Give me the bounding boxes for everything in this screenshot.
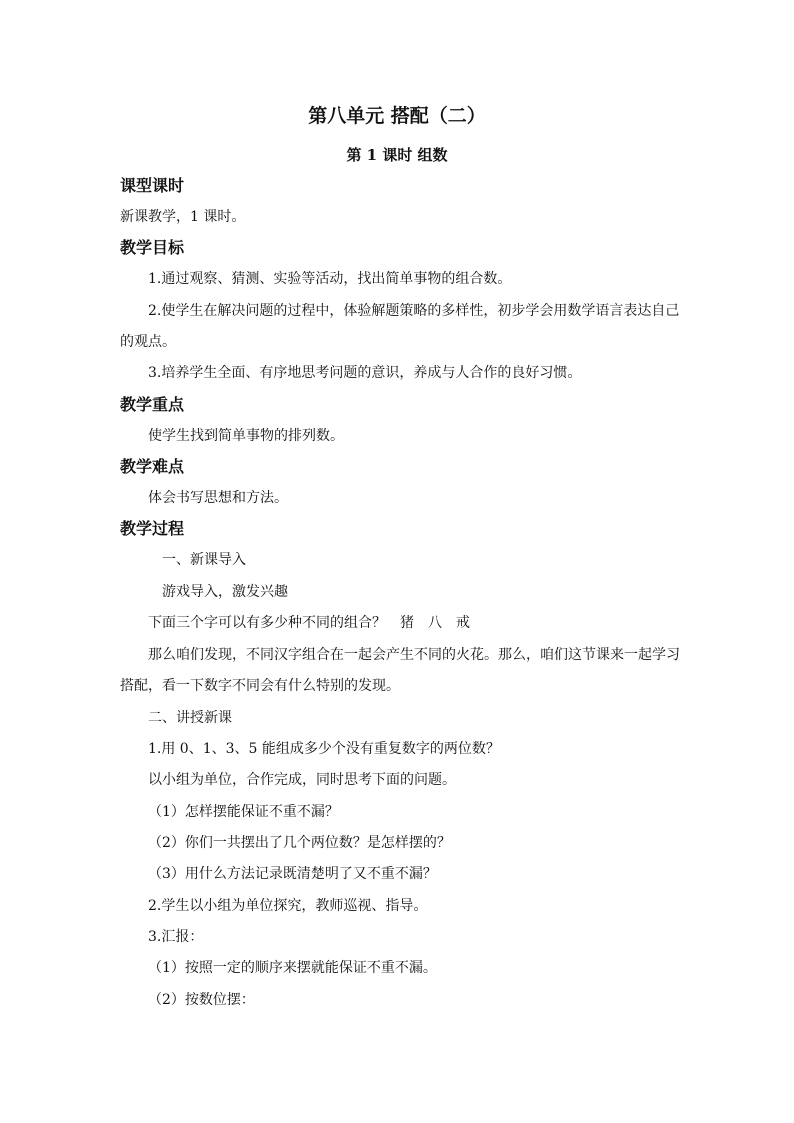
process-line-9: （1）怎样摆能保证不重不漏？ <box>148 804 339 820</box>
process-line-7: 1.用 0、1、3、5 能组成多少个没有重复数字的两位数？ <box>148 741 500 757</box>
difficulty-line: 体会书写思想和方法。 <box>148 490 288 506</box>
process-line-1: 一、新课导入 <box>162 552 246 568</box>
objective-line-2: 2.使学生在解决问题的过程中，体验解题策略的多样性，初步学会用数学语言表达自己 <box>148 303 680 319</box>
process-line-8: 以小组为单位，合作完成，同时思考下面的问题。 <box>148 772 456 788</box>
section-heading-lesson-type: 课型课时 <box>120 176 185 195</box>
section-heading-difficulties: 教学难点 <box>120 457 185 476</box>
objective-line-3: 3.培养学生全面、有序地思考问题的意识，养成与人合作的良好习惯。 <box>148 365 582 381</box>
key-point-line: 使学生找到简单事物的排列数。 <box>148 428 344 444</box>
process-line-4-cont: 搭配，看一下数字不同会有什么特别的发现。 <box>120 678 400 694</box>
process-line-15: （2）按数位摆： <box>148 992 255 1008</box>
objective-line-1: 1.通过观察、猜测、实验等活动，找出简单事物的组合数。 <box>148 271 512 287</box>
process-line-2: 游戏导入，激发兴趣 <box>162 584 288 600</box>
process-line-13: 3.汇报： <box>148 929 204 945</box>
section-heading-process: 教学过程 <box>120 519 185 538</box>
process-line-10: （2）你们一共摆出了几个两位数？是怎样摆的？ <box>148 835 451 851</box>
page-title: 第八单元 搭配（二） <box>308 105 486 127</box>
process-line-3: 下面三个字可以有多少种不同的组合？ 猪 八 戒 <box>148 615 470 631</box>
objective-line-2-cont: 的观点。 <box>120 334 176 350</box>
page-subtitle: 第 1 课时 组数 <box>346 146 448 164</box>
process-line-11: （3）用什么方法记录既清楚明了又不重不漏？ <box>148 866 437 882</box>
section-heading-objectives: 教学目标 <box>120 238 185 257</box>
lesson-type-line: 新课教学，1 课时。 <box>120 209 246 225</box>
process-line-12: 2.学生以小组为单位探究，教师巡视、指导。 <box>148 898 428 914</box>
section-heading-key-points: 教学重点 <box>120 395 185 414</box>
process-line-6: 二、讲授新课 <box>148 710 232 726</box>
process-line-4: 那么咱们发现，不同汉字组合在一起会产生不同的火花。那么，咱们这节课来一起学习 <box>148 647 680 663</box>
process-line-14: （1）按照一定的顺序来摆就能保证不重不漏。 <box>148 960 437 976</box>
